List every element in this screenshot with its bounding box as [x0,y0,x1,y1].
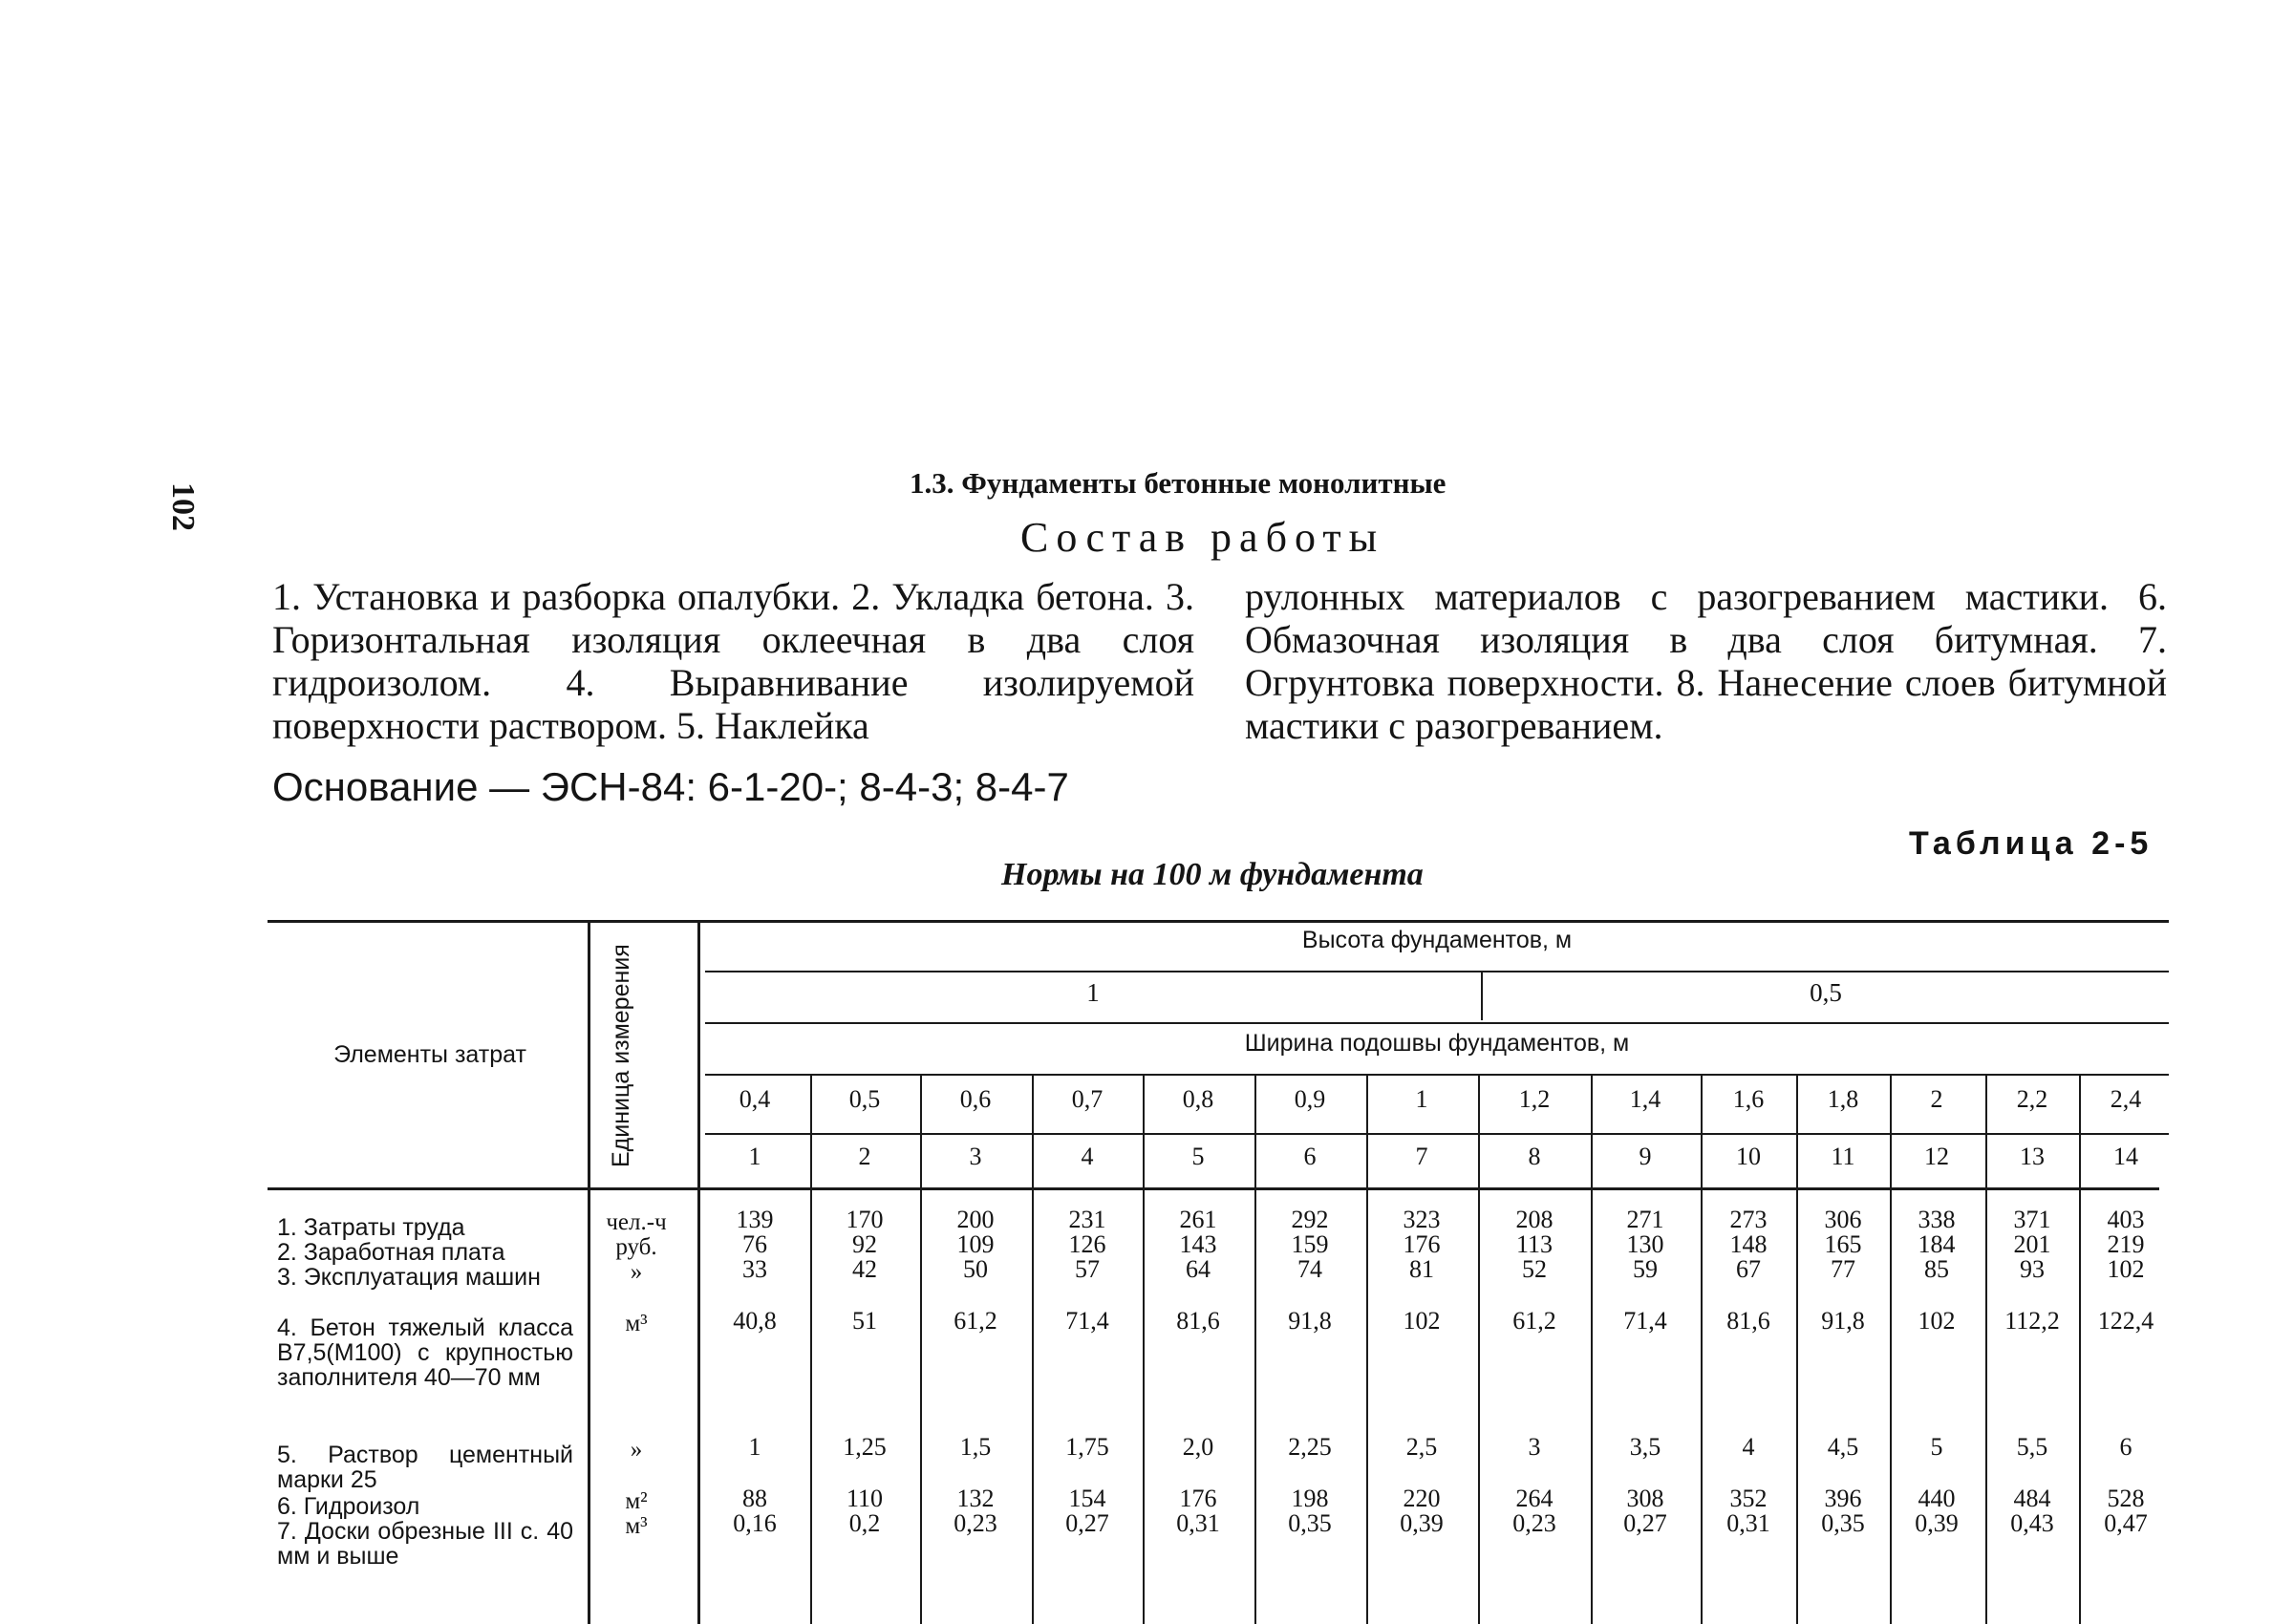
table-cell: 88 [742,1485,767,1512]
unit-mortar: » [630,1437,643,1463]
table-cell: 102 [1403,1307,1441,1335]
table-cell: 61,2 [954,1307,997,1335]
table-cell: 0,2 [848,1509,881,1537]
table-cell: 110 [846,1485,884,1512]
row-label-hydroisol: 6. Гидроизол [277,1493,420,1520]
header-bottom-rule [268,1187,2159,1190]
table-cell: 308 [1626,1485,1664,1512]
width-value: 0,8 [1182,1085,1214,1113]
table-cell: 50 [963,1255,988,1283]
column-number: 11 [1831,1143,1855,1170]
table-cell: 264 [1515,1485,1554,1512]
table-cell: 1 [748,1433,761,1461]
table-cell: 528 [2107,1485,2145,1512]
table-cell: 273 [1729,1206,1768,1233]
column-number: 5 [1191,1143,1205,1170]
table-cell: 42 [852,1255,877,1283]
row-label-labor: 1. Затраты труда [277,1214,465,1241]
width-value: 0,5 [848,1085,881,1113]
table-cell: 306 [1824,1206,1862,1233]
table-cell: 1,25 [843,1433,887,1461]
rule-under-height [705,971,2169,972]
work-text-right: рулонных материалов с разогреванием мастики. 6. Обмазочная изоляция в два слоя битумная. 7. Огрунтовка поверхности. 8. Нанесение слоев битумной мастики с разогреванием. [1245,575,2167,747]
table-cell: 109 [956,1230,995,1258]
table-cell: 0,23 [954,1509,997,1537]
table-cell: 81,6 [1176,1307,1220,1335]
table-cell: 198 [1291,1485,1329,1512]
unit-wages: руб. [615,1234,657,1260]
column-number: 2 [858,1143,871,1170]
table-cell: 154 [1068,1485,1106,1512]
table-cell: 0,35 [1821,1509,1865,1537]
column-number: 1 [748,1143,761,1170]
rule-under-groups [705,1022,2169,1024]
width-value: 0,7 [1071,1085,1104,1113]
table-cell: 165 [1824,1230,1862,1258]
table-cell: 403 [2107,1206,2145,1233]
col-divider [1478,1076,1480,1624]
table-cell: 219 [2107,1230,2145,1258]
table-cell: 0,39 [1915,1509,1959,1537]
column-number: 4 [1081,1143,1094,1170]
table-cell: 1,5 [959,1433,992,1461]
width-value: 2,4 [2110,1085,2142,1113]
table-cell: 61,2 [1512,1307,1556,1335]
table-cell: 170 [846,1206,884,1233]
table-cell: 338 [1918,1206,1956,1233]
row-label-concrete: 4. Бетон тяжелый класса В7,5(М100) с крупностью заполнителя 40—70 мм [277,1314,573,1391]
width-value: 1 [1415,1085,1428,1113]
table-cell: 261 [1179,1206,1217,1233]
table-cell: 5,5 [2016,1433,2048,1461]
width-value: 2 [1930,1085,1943,1113]
table-cell: 4 [1742,1433,1755,1461]
table-cell: 92 [852,1230,877,1258]
work-composition-heading: Состав работы [1020,514,1385,561]
table-cell: 208 [1515,1206,1554,1233]
table-cell: 77 [1831,1255,1855,1283]
basis-reference: Основание — ЭСН-84: 6-1-20-; 8-4-3; 8-4-7 [272,764,1069,809]
unit-boards: м³ [625,1513,648,1539]
height-group-1: 1 [1086,978,1100,1007]
table-cell: 112,2 [2004,1307,2060,1335]
table-cell: 51 [852,1307,877,1335]
table-cell: 371 [2013,1206,2051,1233]
table-cell: 85 [1924,1255,1949,1283]
table-cell: 184 [1918,1230,1956,1258]
row-label-mortar: 5. Раствор цементный марки 25 [277,1442,573,1493]
table-cell: 102 [2107,1255,2145,1283]
width-value: 0,6 [959,1085,992,1113]
table-cell: 352 [1729,1485,1768,1512]
table-cell: 57 [1075,1255,1100,1283]
rule-under-width [705,1074,2169,1076]
unit-hydroisol: м² [625,1488,648,1514]
table-cell: 0,39 [1400,1509,1444,1537]
table-cell: 2,5 [1405,1433,1438,1461]
table-cell: 0,16 [733,1509,777,1537]
table-cell: 3,5 [1629,1433,1661,1461]
table-cell: 67 [1736,1255,1761,1283]
table-cell: 0,43 [2010,1509,2054,1537]
table-cell: 74 [1297,1255,1322,1283]
width-value: 0,9 [1294,1085,1326,1113]
column-number: 8 [1528,1143,1541,1170]
work-text-left: 1. Установка и разборка опалубки. 2. Укладка бетона. 3. Горизонтальная изоляция оклеечная в два слоя гидроизолом. 4. Выравнивание изолируемой поверхности раствором. 5. Наклейка [272,575,1194,747]
table-cell: 396 [1824,1485,1862,1512]
table-cell: 126 [1068,1230,1106,1258]
table-cell: 91,8 [1288,1307,1332,1335]
unit-machines: » [630,1259,643,1285]
table-cell: 484 [2013,1485,2051,1512]
width-value: 0,4 [739,1085,771,1113]
table-cell: 40,8 [733,1307,777,1335]
column-number: 13 [2020,1143,2045,1170]
table-cell: 176 [1179,1485,1217,1512]
table-caption: Нормы на 100 м фундамента [1001,857,1424,892]
table-cell: 71,4 [1623,1307,1667,1335]
row-label-wages: 2. Заработная плата [277,1239,505,1266]
rule-under-widths [705,1133,2169,1135]
height-group-2: 0,5 [1810,978,1842,1007]
table-cell: 220 [1403,1485,1441,1512]
table-cell: 292 [1291,1206,1329,1233]
table-cell: 64 [1186,1255,1211,1283]
width-value: 1,6 [1732,1085,1765,1113]
unit-header: Единица измерения [608,944,634,1167]
table-cell: 4,5 [1827,1433,1859,1461]
width-value: 1,8 [1827,1085,1859,1113]
column-number: 12 [1924,1143,1949,1170]
column-number: 3 [969,1143,982,1170]
table-cell: 122,4 [2097,1307,2154,1335]
column-number: 7 [1415,1143,1428,1170]
table-cell: 132 [956,1485,995,1512]
column-number: 6 [1303,1143,1317,1170]
table-cell: 52 [1522,1255,1547,1283]
table-cell: 0,23 [1512,1509,1556,1537]
table-cell: 0,31 [1176,1509,1220,1537]
table-cell: 0,27 [1623,1509,1667,1537]
section-title: 1.3. Фундаменты бетонные монолитные [910,466,1447,500]
unit-labor: чел.-ч [606,1209,667,1235]
table-cell: 33 [742,1255,767,1283]
table-top-rule [268,920,2169,923]
table-cell: 0,31 [1726,1509,1770,1537]
table-label: Таблица 2-5 [1909,825,2154,862]
table-cell: 59 [1633,1255,1658,1283]
table-cell: 3 [1528,1433,1541,1461]
table-cell: 71,4 [1065,1307,1109,1335]
table-cell: 200 [956,1206,995,1233]
table-cell: 0,35 [1288,1509,1332,1537]
table-cell: 201 [2013,1230,2051,1258]
divider-unit [697,922,700,1624]
column-number: 14 [2113,1143,2138,1170]
table-cell: 2,0 [1182,1433,1214,1461]
table-cell: 102 [1918,1307,1956,1335]
table-cell: 323 [1403,1206,1441,1233]
table-cell: 231 [1068,1206,1106,1233]
table-cell: 176 [1403,1230,1441,1258]
width-value: 1,2 [1518,1085,1551,1113]
row-label-machines: 3. Эксплуатация машин [277,1264,541,1291]
column-number: 9 [1639,1143,1652,1170]
table-cell: 81,6 [1726,1307,1770,1335]
page-number: 102 [165,482,201,531]
table-cell: 130 [1626,1230,1664,1258]
width-header: Ширина подошвы фундаментов, м [1244,1030,1630,1057]
table-cell: 148 [1729,1230,1768,1258]
table-cell: 440 [1918,1485,1956,1512]
table-cell: 81 [1409,1255,1434,1283]
table-cell: 5 [1930,1433,1943,1461]
width-value: 2,2 [2016,1085,2048,1113]
column-number: 10 [1736,1143,1761,1170]
table-cell: 0,27 [1065,1509,1109,1537]
table-cell: 1,75 [1065,1433,1109,1461]
table-cell: 91,8 [1821,1307,1865,1335]
table-cell: 113 [1515,1230,1554,1258]
table-cell: 76 [742,1230,767,1258]
table-cell: 0,47 [2104,1509,2148,1537]
table-cell: 6 [2119,1433,2132,1461]
elements-header: Элементы затрат [333,1041,526,1068]
table-cell: 143 [1179,1230,1217,1258]
table-cell: 271 [1626,1206,1664,1233]
width-value: 1,4 [1629,1085,1661,1113]
row-label-boards: 7. Доски обрезные III с. 40 мм и выше [277,1518,573,1570]
table-cell: 93 [2020,1255,2045,1283]
height-header: Высота фундаментов, м [1301,927,1573,953]
table-cell: 159 [1291,1230,1329,1258]
table-cell: 139 [736,1206,774,1233]
unit-concrete: м³ [625,1311,648,1336]
table-cell: 2,25 [1288,1433,1332,1461]
